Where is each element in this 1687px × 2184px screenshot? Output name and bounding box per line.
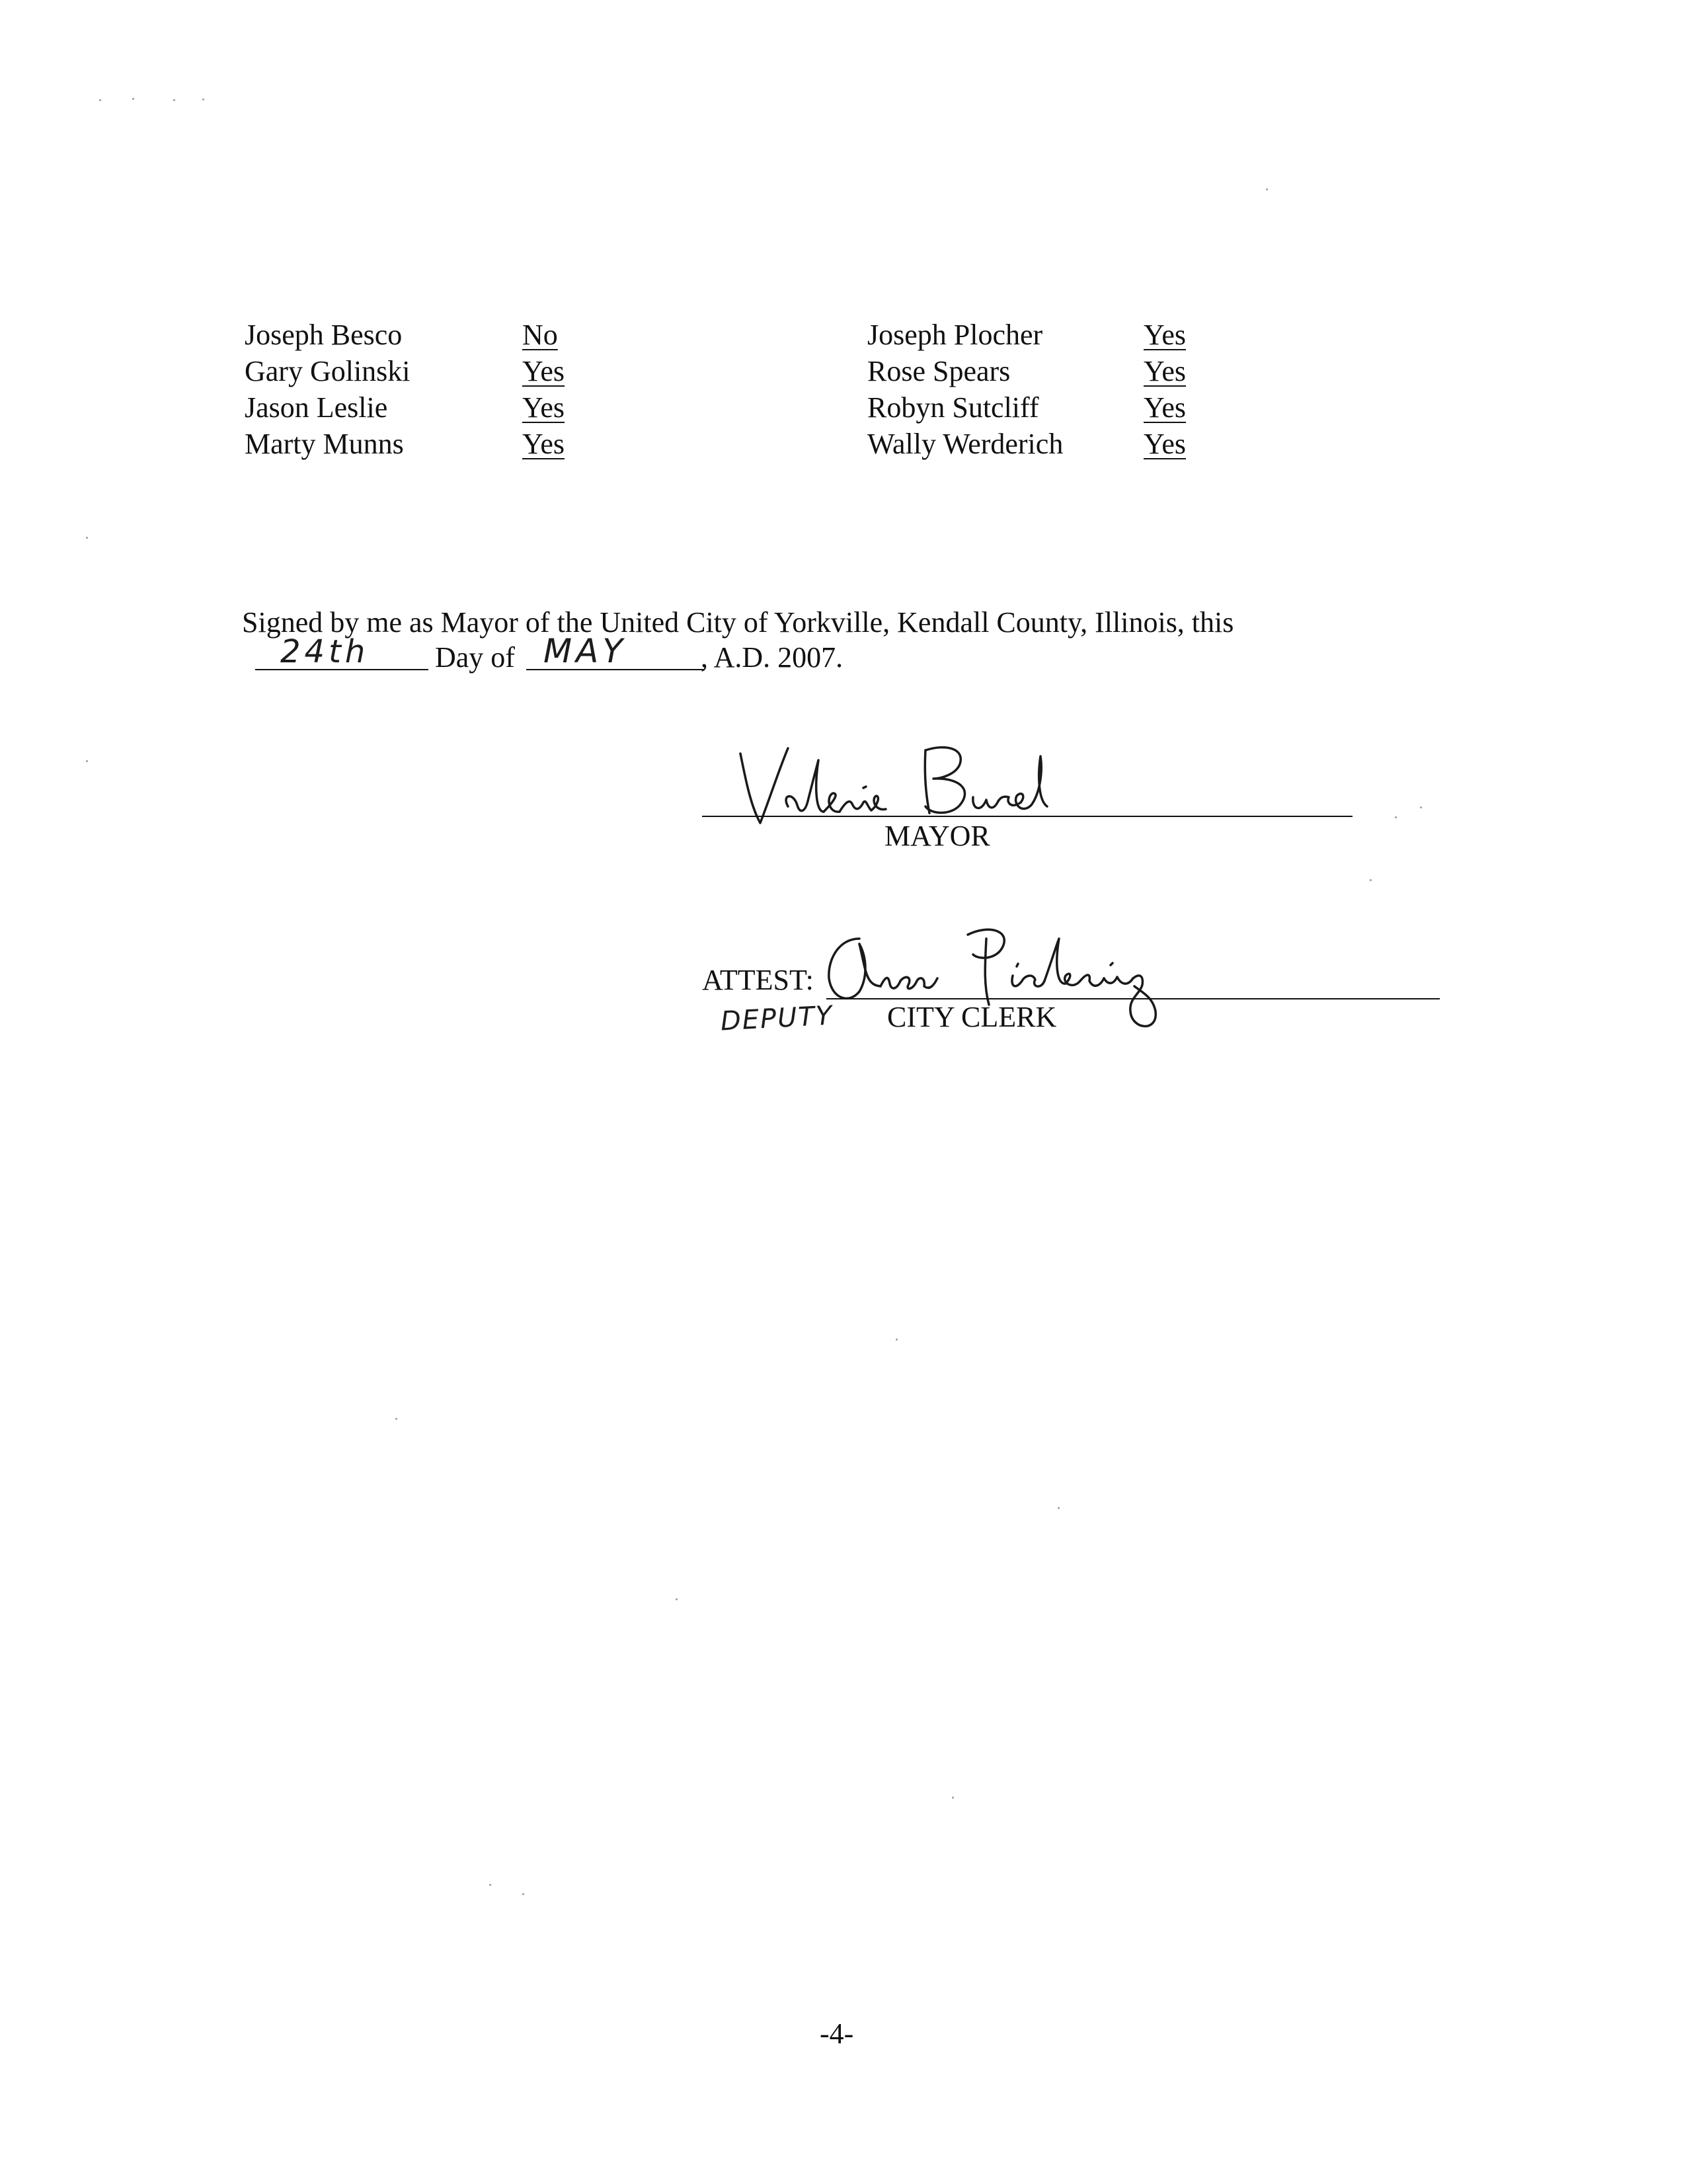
mayor-title: MAYOR (884, 820, 990, 852)
scan-speck (952, 1797, 954, 1799)
council-member-name: Joseph Plocher (867, 319, 1043, 351)
council-member-name: Gary Golinski (245, 355, 411, 387)
day-handwritten: 24th (280, 633, 370, 670)
scan-speck (522, 1893, 524, 1895)
scan-speck (99, 99, 101, 101)
scan-speck (896, 1339, 898, 1341)
scan-speck (202, 98, 204, 100)
council-member-name: Marty Munns (245, 428, 404, 460)
scan-speck (173, 99, 175, 101)
scan-speck (489, 1884, 491, 1886)
scan-speck (1370, 879, 1372, 881)
month-handwritten: MAY (543, 632, 627, 670)
council-member-name: Robyn Sutcliff (867, 391, 1039, 424)
scan-speck (1058, 1507, 1060, 1509)
vote-value: Yes (522, 391, 565, 424)
vote-value: Yes (1144, 391, 1187, 424)
scan-speck (132, 98, 134, 100)
attest-label: ATTEST: (702, 964, 814, 996)
vote-value: Yes (522, 428, 565, 460)
vote-value: No (522, 319, 558, 351)
vote-value: Yes (522, 355, 565, 387)
vote-value: Yes (1144, 355, 1187, 387)
signing-statement: Signed by me as Mayor of the United City of Yorkville, Kendall County, Illinois, this (242, 606, 1234, 639)
council-member-name: Rose Spears (867, 355, 1011, 387)
deputy-handwritten: DEPUTY (719, 1000, 834, 1037)
scan-speck (676, 1598, 678, 1600)
scan-speck (1395, 816, 1397, 818)
scan-speck (1420, 806, 1422, 808)
vote-value: Yes (1144, 428, 1187, 460)
day-of-label: Day of (435, 641, 515, 674)
scan-speck (86, 760, 88, 762)
year-text: , A.D. 2007. (701, 641, 844, 674)
vote-value: Yes (1144, 319, 1187, 351)
scan-speck (1266, 188, 1268, 190)
council-member-name: Wally Werderich (867, 428, 1064, 460)
scan-speck (395, 1418, 397, 1420)
scan-speck (86, 537, 88, 539)
council-member-name: Joseph Besco (245, 319, 403, 351)
clerk-title: CITY CLERK (887, 1001, 1057, 1033)
page-number: -4- (820, 2017, 854, 2050)
mayor-signature-line (702, 816, 1353, 817)
council-member-name: Jason Leslie (245, 391, 388, 424)
